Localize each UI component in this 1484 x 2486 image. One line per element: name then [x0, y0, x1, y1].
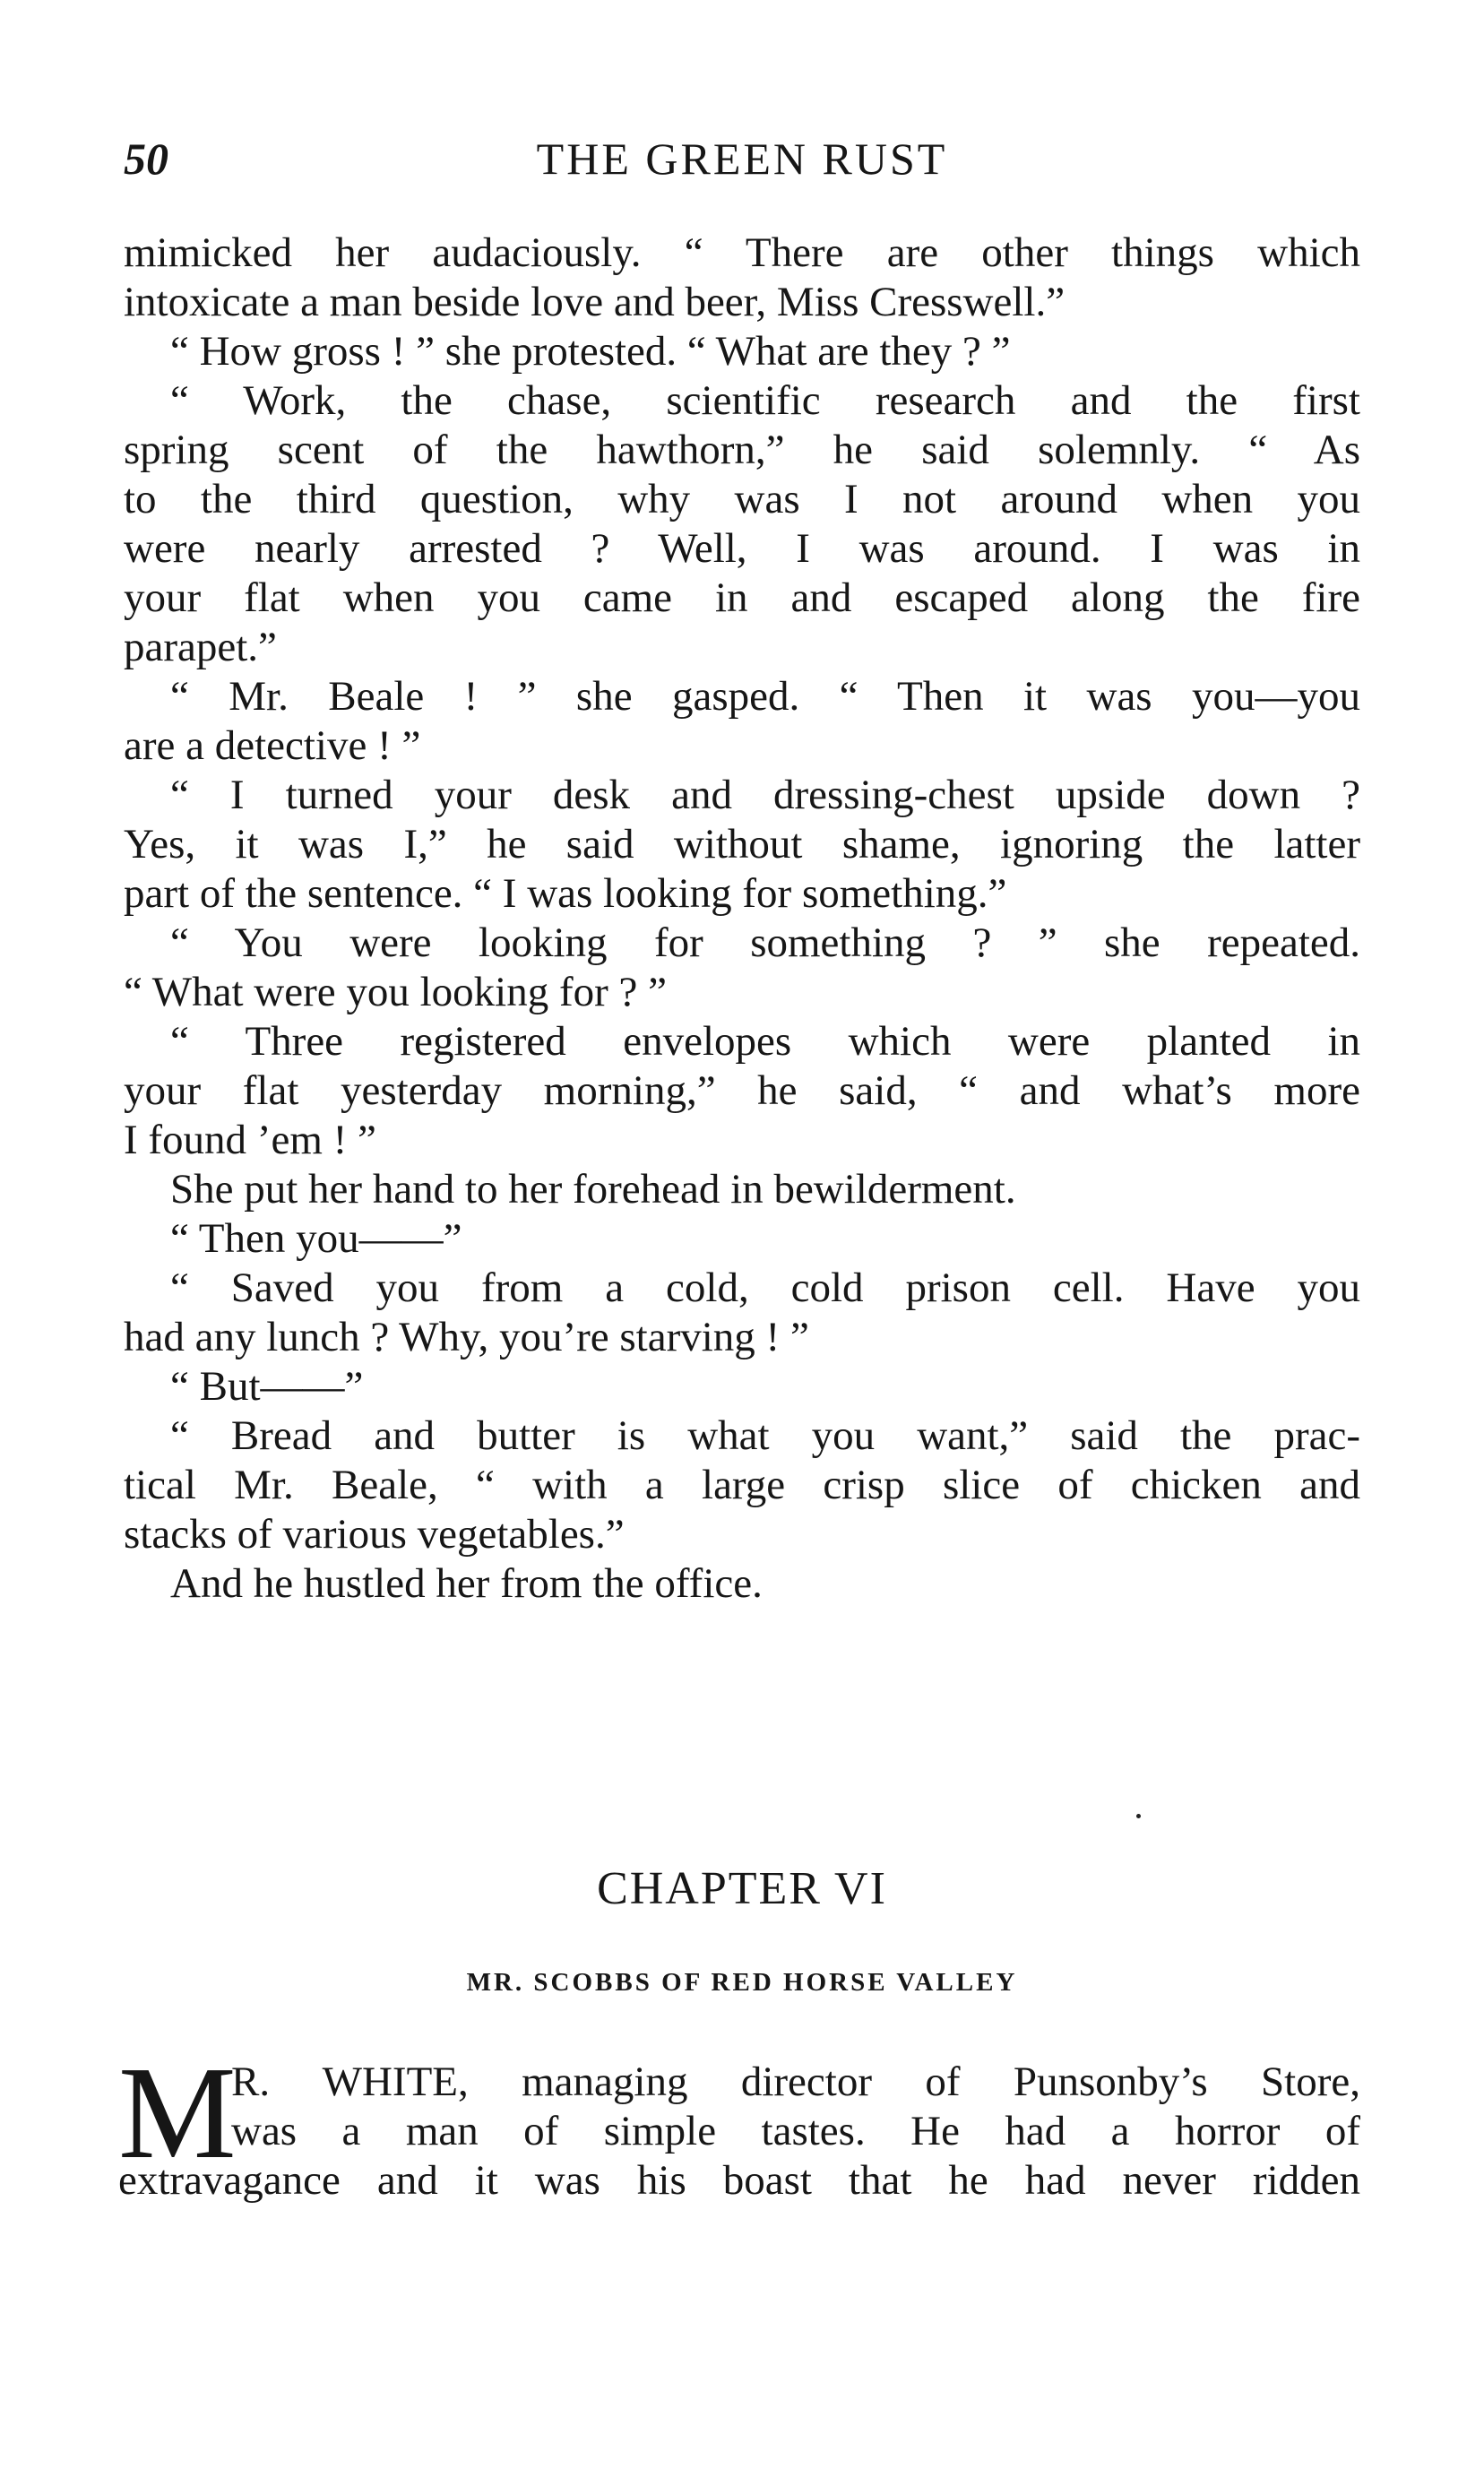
text-line: mimicked her audaciously. “ There are other things which	[124, 229, 1360, 276]
text-line: your flat when you came in and escaped along the fire	[124, 574, 1360, 621]
running-head	[124, 133, 1360, 195]
text-line: “ Mr. Beale ! ” she gasped. “ Then it was you—you	[170, 673, 1360, 720]
text-line: I found ’em ! ”	[124, 1117, 376, 1163]
text-line: And he hustled her from the office.	[170, 1560, 763, 1607]
body-text	[124, 229, 1360, 1609]
chapter-subtitle: MR. SCOBBS OF RED HORSE VALLEY	[466, 1968, 1018, 1997]
text-line: “ Saved you from a cold, cold prison cell. Have you	[170, 1265, 1360, 1311]
text-line: “ What were you looking for ? ”	[124, 969, 667, 1015]
text-line: R. WHITE, managing director of Punsonby’s Store,	[231, 2059, 1360, 2105]
text-line: extravagance and it was his boast that he had never ridden	[118, 2157, 1360, 2204]
text-line: are a detective ! ”	[124, 722, 421, 769]
text-line: parapet.”	[124, 624, 277, 670]
text-line: were nearly arrested ? Well, I was around. I was in	[124, 525, 1360, 572]
chapter-opening	[118, 2040, 1360, 2205]
chapter-heading: CHAPTER VI	[597, 1863, 887, 1914]
text-line: to the third question, why was I not around when you	[124, 476, 1360, 522]
page-number: 50	[124, 134, 168, 184]
running-title: THE GREEN RUST	[536, 134, 948, 184]
text-line: spring scent of the hawthorn,” he said solemnly. “ As	[124, 427, 1360, 473]
text-line: “ I turned your desk and dressing-chest upside down ?	[170, 772, 1360, 818]
text-line: “ How gross ! ” she protested. “ What are they ? ”	[170, 328, 1011, 375]
text-line: part of the sentence. “ I was looking for something.”	[124, 870, 1007, 917]
text-line: intoxicate a man beside love and beer, Miss Cresswell.”	[124, 279, 1066, 325]
text-line: stacks of various vegetables.”	[124, 1511, 625, 1558]
text-line: tical Mr. Beale, “ with a large crisp slice of chicken and	[124, 1462, 1360, 1508]
text-line: was a man of simple tastes. He had a horror of	[231, 2108, 1360, 2154]
print-speck	[1136, 1814, 1141, 1818]
text-line: your flat yesterday morning,” he said, “ and what’s more	[124, 1067, 1360, 1114]
text-line: “ You were looking for something ? ” she repeated.	[170, 919, 1360, 966]
text-line: Yes, it was I,” he said without shame, ignoring the latter	[124, 821, 1360, 868]
text-line: “ Bread and butter is what you want,” said the prac-	[170, 1412, 1360, 1459]
text-line: “ But——”	[170, 1363, 364, 1410]
text-line: “ Then you——”	[170, 1215, 462, 1262]
text-line: “ Three registered envelopes which were planted in	[170, 1018, 1360, 1065]
text-line: had any lunch ? Why, you’re starving ! ”	[124, 1314, 809, 1360]
drop-cap: M	[118, 2040, 237, 2187]
text-line: She put her hand to her forehead in bewilderment.	[170, 1166, 1016, 1213]
text-line: “ Work, the chase, scientific research and the first	[170, 377, 1360, 424]
